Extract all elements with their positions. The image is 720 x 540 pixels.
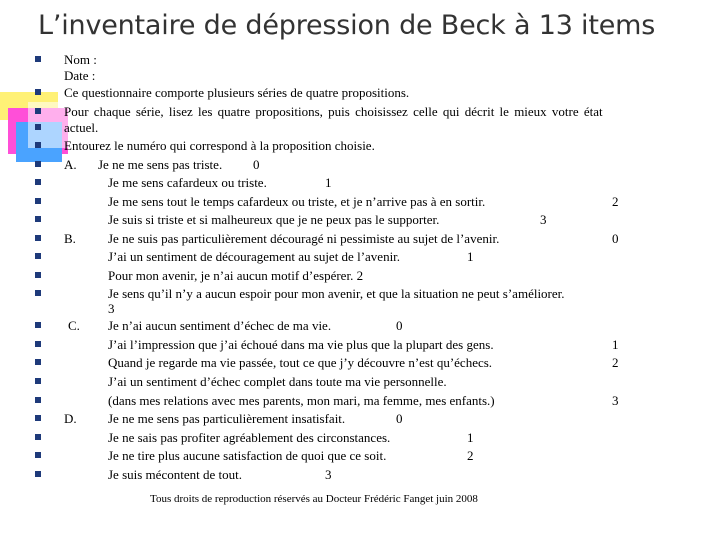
line-d0 xyxy=(0,411,720,427)
bullet-icon xyxy=(35,56,41,62)
line-a3 xyxy=(0,212,720,228)
instruction-3: Entourez le numéro qui correspond à la proposition choisie. xyxy=(64,138,375,153)
item-score: 3 xyxy=(108,301,115,316)
item-score: 0 xyxy=(253,157,260,172)
item-text: (dans mes relations avec mes parents, mon mari, ma femme, mes enfants.) xyxy=(108,393,495,408)
line-d1 xyxy=(0,430,720,446)
line-c0 xyxy=(0,318,720,334)
line-instr3 xyxy=(0,138,720,154)
item-score: 1 xyxy=(612,337,619,352)
item-text: Je suis si triste et si malheureux que je ne peux pas le supporter. xyxy=(108,212,440,227)
copyright-footer: Tous droits de reproduction réservés au Docteur Frédéric Fanget juin 2008 xyxy=(150,493,478,505)
line-b2 xyxy=(0,268,720,284)
section-letter-d: D. xyxy=(64,411,77,426)
item-text: J’ai un sentiment d’échec complet dans toute ma vie personnelle. xyxy=(108,374,447,389)
item-text: Je ne me sens pas particulièrement insatisfait. xyxy=(108,411,346,426)
item-score: 0 xyxy=(396,318,403,333)
bullet-icon xyxy=(35,378,41,384)
bullet-icon xyxy=(35,253,41,259)
line-instr2 xyxy=(0,104,720,120)
line-nom xyxy=(0,52,720,68)
item-score: 2 xyxy=(612,194,619,209)
bullet-icon xyxy=(35,341,41,347)
item-score: 3 xyxy=(325,467,332,482)
item-text: Je me sens tout le temps cafardeux ou triste, et je n’arrive pas à en sortir. xyxy=(108,194,486,209)
nom-label: Nom : xyxy=(64,52,97,67)
bullet-icon xyxy=(35,161,41,167)
line-a1 xyxy=(0,175,720,191)
line-date xyxy=(0,68,720,84)
item-text: Quand je regarde ma vie passée, tout ce que j’y découvre n’est qu’échecs. xyxy=(108,355,493,370)
item-text: J’ai un sentiment de découragement au sujet de l’avenir. xyxy=(108,249,401,264)
section-letter-c: C. xyxy=(68,318,80,333)
line-b3-score xyxy=(0,301,720,317)
instruction-1: Ce questionnaire comporte plusieurs séries de quatre propositions. xyxy=(64,85,410,100)
item-text: Je n’ai aucun sentiment d’échec de ma vie. xyxy=(108,318,332,333)
item-text: Je sens qu’il n’y a aucun espoir pour mon avenir, et que la situation ne peut s’améliorer. xyxy=(108,286,565,301)
bullet-icon xyxy=(35,179,41,185)
item-score: 3 xyxy=(540,212,547,227)
item-score: 2 xyxy=(612,355,619,370)
bullet-icon xyxy=(35,124,41,130)
line-d3 xyxy=(0,467,720,483)
bullet-icon xyxy=(35,397,41,403)
line-d2 xyxy=(0,448,720,464)
item-score: 0 xyxy=(612,231,619,246)
bullet-icon xyxy=(35,359,41,365)
bullet-icon xyxy=(35,415,41,421)
bullet-icon xyxy=(35,235,41,241)
item-score: 1 xyxy=(467,430,474,445)
item-text: Je suis mécontent de tout. xyxy=(108,467,242,482)
item-text: Je ne suis pas particulièrement découragé ni pessimiste au sujet de l’avenir. xyxy=(108,231,500,246)
bullet-icon xyxy=(35,89,41,95)
bullet-icon xyxy=(35,142,41,148)
item-score: 2 xyxy=(467,448,474,463)
bullet-icon xyxy=(35,452,41,458)
bullet-icon xyxy=(35,290,41,296)
line-c2 xyxy=(0,355,720,371)
bullet-icon xyxy=(35,216,41,222)
item-text: J’ai l’impression que j’ai échoué dans ma vie plus que la plupart des gens. xyxy=(108,337,494,352)
line-b0 xyxy=(0,231,720,247)
item-text: Je ne tire plus aucune satisfaction de quoi que ce soit. xyxy=(108,448,387,463)
item-text: Je me sens cafardeux ou triste. xyxy=(108,175,267,190)
item-text: Pour mon avenir, je n’ai aucun motif d’espérer. 2 xyxy=(108,268,364,283)
line-a0 xyxy=(0,157,720,173)
item-score: 1 xyxy=(325,175,332,190)
date-label: Date : xyxy=(64,68,96,83)
bullet-icon xyxy=(35,198,41,204)
item-score: 1 xyxy=(467,249,474,264)
line-a2 xyxy=(0,194,720,210)
instruction-2: Pour chaque série, lisez les quatre propositions, puis choisissez celle qui décrit le mieux votre état xyxy=(64,104,603,119)
line-c3 xyxy=(0,374,720,390)
section-letter-a: A. xyxy=(64,157,77,172)
bullet-icon xyxy=(35,471,41,477)
line-b1 xyxy=(0,249,720,265)
page-title: L’inventaire de dépression de Beck à 13 items xyxy=(38,10,656,41)
line-c1 xyxy=(0,337,720,353)
item-score: 3 xyxy=(612,393,619,408)
item-text: Je ne me sens pas triste. xyxy=(98,157,223,172)
bullet-icon xyxy=(35,108,41,114)
section-letter-b: B. xyxy=(64,231,76,246)
item-text: Je ne sais pas profiter agréablement des circonstances. xyxy=(108,430,391,445)
bullet-icon xyxy=(35,434,41,440)
line-instr1 xyxy=(0,85,720,101)
item-score: 0 xyxy=(396,411,403,426)
bullet-icon xyxy=(35,322,41,328)
line-c4 xyxy=(0,393,720,409)
bullet-icon xyxy=(35,272,41,278)
line-instr2b xyxy=(0,120,720,136)
instruction-2-cont: actuel. xyxy=(64,120,99,135)
line-b3 xyxy=(0,286,720,302)
